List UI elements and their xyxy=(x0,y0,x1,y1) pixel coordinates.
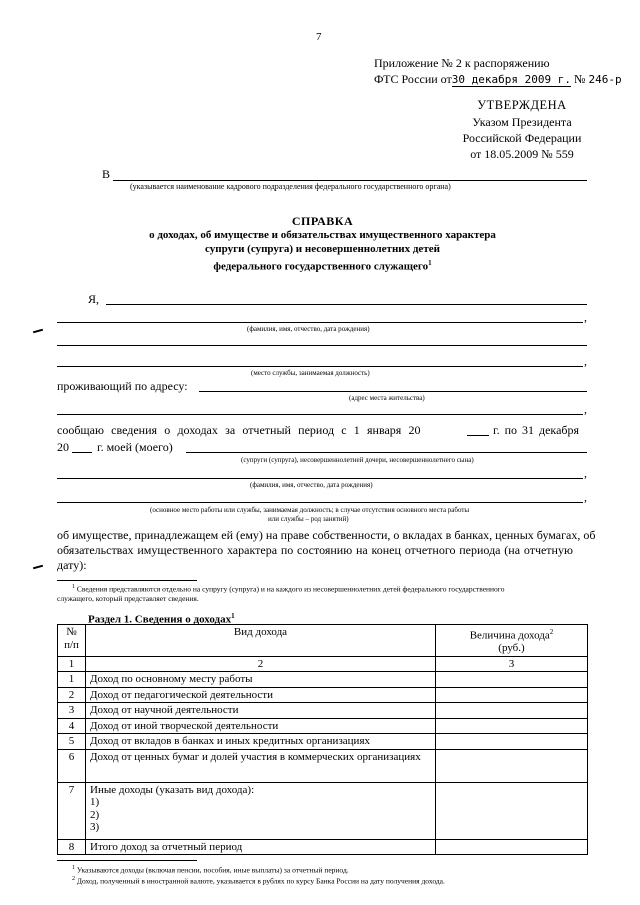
row-kind: Доход от вкладов в банках и иных кредитных организациях xyxy=(86,734,436,750)
property-text xyxy=(57,528,596,572)
row7-kind: Иные доходы (указать вид дохода): xyxy=(90,783,255,796)
to-prefix: В xyxy=(102,167,111,181)
comma-1: , xyxy=(584,310,587,324)
row-num: 8 xyxy=(58,839,86,855)
row-num: 4 xyxy=(58,718,86,734)
to-input-line[interactable] xyxy=(113,180,587,181)
row-num: 6 xyxy=(58,749,86,782)
row-amount-cell[interactable] xyxy=(436,749,588,782)
comma-5: , xyxy=(584,490,587,504)
row-kind xyxy=(86,782,436,839)
to-hint: (указывается наименование кадрового подразделения федерального государственного органа) xyxy=(130,182,451,191)
doc-title: СПРАВКА xyxy=(291,214,354,228)
footnote-1-line1: $^1$ Сведения представляются отдельно на супругу (супруга) и на каждого из несовершеннолетних детей федерального государственного xyxy=(72,584,505,594)
footnotes-bottom xyxy=(57,864,597,886)
year-to-suffix: г. моей (моего) xyxy=(97,440,173,454)
header-num: № п/п xyxy=(58,625,86,657)
row-amount-cell[interactable] xyxy=(436,703,588,719)
footnote-bottom-2: $^2$ Доход, полученный в иностранной валюте, указывается в рублях по курсу Банка России на дату получения дохода. xyxy=(72,876,445,886)
fio-hint: (фамилия, имя, отчество, дата рождения) xyxy=(247,325,370,333)
property-text-line3: дату): xyxy=(57,558,87,572)
footnote-separator-bottom xyxy=(57,860,197,861)
address-input-line-1[interactable] xyxy=(199,391,587,392)
fio-input-line-2[interactable] xyxy=(57,322,583,323)
doc-title-line2: супруги (супруга) и несовершеннолетних детей xyxy=(205,243,440,255)
table-row xyxy=(58,687,588,703)
header-amount: Величина дохода$^2$ (руб.) xyxy=(436,625,588,657)
approved-line2: Российской Федерации xyxy=(462,131,582,145)
appendix-prefix: ФТС России от xyxy=(374,72,452,86)
appendix-number-prefix: № xyxy=(574,72,586,86)
table-row xyxy=(58,672,588,688)
row7-sub2[interactable]: 2) xyxy=(90,808,100,821)
property-text-line2: обязательствах имущественного характера по состоянию на конец отчетного периода (на отчетную xyxy=(57,543,573,557)
appendix-block xyxy=(374,56,622,87)
doc-title-line3: федерального государственного служащего$^1$ xyxy=(213,259,432,273)
footnote-separator xyxy=(57,580,197,581)
row-kind: Доход от иной творческой деятельности xyxy=(86,718,436,734)
appendix-number: 246-р xyxy=(588,73,622,86)
work-hint-2: или службы – род занятий) xyxy=(268,515,349,523)
relative-fio-input-line[interactable] xyxy=(57,478,583,479)
table-column-numbers-row xyxy=(58,656,588,672)
table-row xyxy=(58,703,588,719)
col-number-1: 1 xyxy=(58,656,86,672)
address-hint: (адрес места жительства) xyxy=(349,394,425,402)
row-num: 1 xyxy=(58,672,86,688)
address-label: проживающий по адресу: xyxy=(57,379,188,393)
address-input-line-2[interactable] xyxy=(57,414,583,415)
appendix-line2 xyxy=(374,72,622,87)
place-input-line-1[interactable] xyxy=(57,345,587,346)
approved-line1: Указом Президента xyxy=(472,115,572,129)
margin-mark xyxy=(33,565,43,570)
col-number-3: 3 xyxy=(436,656,588,672)
footnote-bottom-1: $^1$ Указываются доходы (включая пенсии, пособия, иные выплаты) за отчетный период. xyxy=(72,865,349,875)
relative-hint: (супруги (супруга), несовершеннолетней дочери, несовершеннолетнего сына) xyxy=(241,456,474,464)
table-row xyxy=(58,749,588,782)
report-text-1: сообщаю сведения о доходах за отчетный период с 1 января 20 xyxy=(57,423,421,437)
income-table xyxy=(57,624,588,855)
appendix-line1: Приложение № 2 к распоряжению xyxy=(374,56,550,70)
footnote-1-line2: служащего, который представляет сведения. xyxy=(57,594,199,603)
row-kind: Доход от ценных бумаг и долей участия в коммерческих организациях xyxy=(86,749,436,782)
property-text-line1: об имуществе, принадлежащем ей (ему) на праве собственности, о вкладах в банках, ценных бумагах, об xyxy=(57,528,596,542)
approved-title: УТВЕРЖДЕНА xyxy=(477,98,567,112)
row-amount-cell[interactable] xyxy=(436,687,588,703)
section1-title: Раздел 1. Сведения о доходах$^1$ xyxy=(88,612,235,626)
page-number: 7 xyxy=(316,31,322,43)
header-kind: Вид дохода xyxy=(86,625,436,657)
section1-title-mark: 1 xyxy=(231,612,235,620)
doc-title-line1: о доходах, об имуществе и обязательствах имущественного характера xyxy=(149,229,496,241)
year-from-input[interactable] xyxy=(467,435,489,436)
row-amount-cell[interactable] xyxy=(436,782,588,839)
footnote-1 xyxy=(57,583,597,604)
work-hint-1: (основное место работы или службы, занимаемая должность; в случае отсутствия основного места работы xyxy=(150,506,470,514)
place-hint: (место службы, занимаемая должность) xyxy=(251,369,370,377)
margin-mark xyxy=(33,329,43,334)
row-kind: Итого доход за отчетный период xyxy=(86,839,436,855)
approved-line3: от 18.05.2009 № 559 xyxy=(470,147,574,161)
row7-sub1[interactable]: 1) xyxy=(90,796,100,809)
table-row xyxy=(58,782,588,839)
comma-2: , xyxy=(584,354,587,368)
table-row xyxy=(58,839,588,855)
comma-4: , xyxy=(584,466,587,480)
relative-input-line[interactable] xyxy=(186,452,587,453)
work-input-line[interactable] xyxy=(57,502,583,503)
row-kind: Доход от научной деятельности xyxy=(86,703,436,719)
table-row xyxy=(58,718,588,734)
table-header-row xyxy=(58,625,588,657)
doc-title-block xyxy=(100,215,545,274)
year-to-prefix: 20 xyxy=(57,440,69,454)
report-text-2: г. по 31 декабря xyxy=(493,423,580,437)
col-number-2: 2 xyxy=(86,656,436,672)
row-amount-cell[interactable] xyxy=(436,672,588,688)
i-prefix: Я, xyxy=(88,292,100,306)
row-num: 7 xyxy=(58,782,86,839)
doc-title-footnote-mark: 1 xyxy=(428,259,432,267)
place-input-line-2[interactable] xyxy=(57,366,583,367)
comma-3: , xyxy=(584,402,587,416)
table-row xyxy=(58,734,588,750)
row-num: 3 xyxy=(58,703,86,719)
row-amount-cell[interactable] xyxy=(436,734,588,750)
row-amount-cell[interactable] xyxy=(436,718,588,734)
year-to-input[interactable] xyxy=(72,452,92,453)
row-kind: Доход от педагогической деятельности xyxy=(86,687,436,703)
row-kind: Доход по основному месту работы xyxy=(86,672,436,688)
row-amount-cell[interactable] xyxy=(436,839,588,855)
relative-fio-hint: (фамилия, имя, отчество, дата рождения) xyxy=(250,481,373,489)
row-num: 2 xyxy=(58,687,86,703)
row-num: 5 xyxy=(58,734,86,750)
appendix-date: 30 декабря 2009 г. xyxy=(451,73,571,86)
row7-sub3[interactable]: 3) xyxy=(90,821,100,834)
approved-block xyxy=(452,98,592,161)
fio-input-line-1[interactable] xyxy=(106,304,587,305)
